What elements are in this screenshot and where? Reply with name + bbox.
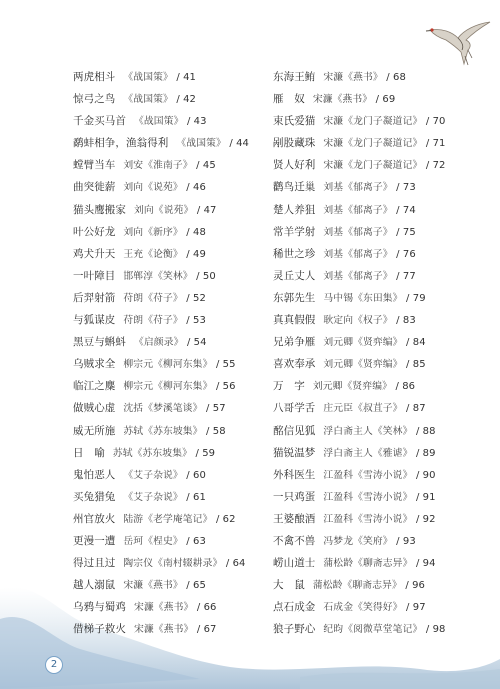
entry-title: 点石成金 <box>273 601 316 614</box>
entry-title: 八哥学舌 <box>273 402 316 415</box>
entry-source: 《战国策》 <box>176 138 226 150</box>
entry-title: 惊弓之鸟 <box>73 93 116 106</box>
entry-source: 刘安《淮南子》 <box>123 160 193 172</box>
toc-entry[interactable] <box>73 66 263 88</box>
entry-title: 州官放火 <box>73 512 116 525</box>
entry-source: 陆游《老学庵笔记》 <box>123 513 213 525</box>
entry-page: / 52 <box>186 292 206 304</box>
entry-title: 一只鸡蛋 <box>273 490 316 503</box>
toc-entry[interactable] <box>73 486 263 508</box>
toc-left-column <box>73 66 263 640</box>
entry-source: 宋濂《龙门子凝道记》 <box>323 160 423 172</box>
entry-title: 崂山道士 <box>273 557 316 570</box>
toc-entry[interactable] <box>73 375 263 397</box>
entry-title: 外科医生 <box>273 468 316 481</box>
entry-source: 宋濂《燕书》 <box>123 580 183 592</box>
entry-title: 猫锐温梦 <box>273 446 316 459</box>
entry-title: 乌贼求全 <box>73 358 116 371</box>
entry-page: / 83 <box>396 315 416 327</box>
toc-entry[interactable] <box>273 375 485 397</box>
toc-entry[interactable] <box>73 154 263 176</box>
entry-source: 宋濂《龙门子凝道记》 <box>323 116 423 128</box>
entry-page: / 73 <box>396 182 416 194</box>
toc-entry[interactable] <box>273 154 485 176</box>
entry-title: 大 鼠 <box>273 579 305 592</box>
entry-source: 宋濂《燕书》 <box>323 72 383 83</box>
entry-page: / 60 <box>186 469 206 481</box>
entry-title: 借梯子救火 <box>73 623 126 636</box>
entry-source: 刘向《说苑》 <box>134 204 194 216</box>
page-number: 2 <box>45 656 63 674</box>
entry-source: 《战国策》 <box>134 116 184 128</box>
entry-title: 做贼心虚 <box>73 402 116 415</box>
entry-title: 不禽不兽 <box>273 534 316 547</box>
toc-entry[interactable] <box>273 221 485 243</box>
entry-source: 柳宗元《柳河东集》 <box>123 381 213 393</box>
entry-source: 庄元臣《叔苴子》 <box>323 403 403 415</box>
entry-title: 楚人养狙 <box>273 203 316 216</box>
entry-page: / 89 <box>415 447 436 459</box>
entry-page: / 91 <box>415 491 436 503</box>
entry-source: 王充《论衡》 <box>123 248 183 260</box>
entry-page: / 97 <box>406 602 426 614</box>
entry-source: 冯梦龙《笑府》 <box>323 535 393 547</box>
entry-title: 狼子野心 <box>273 623 316 636</box>
entry-title: 临江之麋 <box>73 380 116 393</box>
entry-page: / 55 <box>215 359 236 371</box>
entry-title: 喜欢奉承 <box>273 358 316 371</box>
entry-source: 刘元卿《贤弈编》 <box>312 381 392 393</box>
entry-page: / 94 <box>415 558 436 570</box>
toc-entry[interactable] <box>73 574 263 596</box>
entry-page: / 93 <box>396 535 416 547</box>
toc-entry[interactable] <box>73 508 263 530</box>
entry-page: / 96 <box>405 580 426 592</box>
entry-title: 日 喻 <box>73 446 105 459</box>
entry-title: 鹳鸟迁巢 <box>273 181 316 194</box>
entry-title: 万 字 <box>273 380 305 393</box>
entry-page: / 79 <box>406 292 426 304</box>
entry-page: / 45 <box>196 160 216 172</box>
entry-source: 《启颜录》 <box>134 337 184 349</box>
toc-entry[interactable] <box>73 618 263 640</box>
entry-source: 刘基《郁离子》 <box>323 204 393 216</box>
toc-entry[interactable] <box>273 176 485 198</box>
toc-entry[interactable] <box>273 464 485 486</box>
entry-source: 宋濂《燕书》 <box>134 602 194 614</box>
entry-source: 刘向《说苑》 <box>123 182 183 194</box>
entry-title: 东郭先生 <box>273 291 316 304</box>
entry-title: 猫头鹰搬家 <box>73 203 126 216</box>
entry-page: / 88 <box>415 425 436 437</box>
entry-source: 刘基《郁离子》 <box>323 270 393 282</box>
entry-title: 鹬蚌相争，渔翁得利 <box>73 137 169 150</box>
entry-page: / 44 <box>229 138 250 150</box>
entry-source: 《艾子杂说》 <box>123 491 183 503</box>
entry-source: 刘向《新序》 <box>123 226 183 238</box>
entry-title: 常羊学射 <box>273 225 316 238</box>
entry-title: 贤人好利 <box>273 159 316 172</box>
entry-page: / 66 <box>196 602 217 614</box>
entry-source: 耿定向《权子》 <box>323 315 393 327</box>
entry-title: 更漫一遭 <box>73 534 116 547</box>
entry-title: 一叶障目 <box>73 269 116 282</box>
toc-entry[interactable] <box>73 420 263 442</box>
entry-title: 酩信见狐 <box>273 424 316 437</box>
entry-source: 陶宗仪《南村辍耕录》 <box>123 558 223 570</box>
entry-source: 纪昀《阅微草堂笔记》 <box>323 624 423 636</box>
entry-title: 越人溺鼠 <box>73 579 116 592</box>
entry-source: 宋濂《龙门子凝道记》 <box>323 138 423 150</box>
entry-title: 两虎相斗 <box>73 71 116 83</box>
entry-title: 鬼怕恶人 <box>73 468 116 481</box>
entry-page: / 49 <box>186 248 206 260</box>
toc-entry[interactable] <box>73 221 263 243</box>
entry-title: 乌鸦与蜀鸡 <box>73 601 126 614</box>
toc-entry[interactable] <box>273 552 485 574</box>
toc-entry[interactable] <box>273 353 485 375</box>
toc-entry[interactable] <box>273 331 485 353</box>
entry-source: 马中锡《东田集》 <box>323 292 403 304</box>
toc-entry[interactable] <box>73 132 263 154</box>
toc-entry[interactable] <box>273 420 485 442</box>
entry-source: 苻朗《苻子》 <box>123 315 183 327</box>
entry-title: 叶公好龙 <box>73 225 116 238</box>
toc-entry[interactable] <box>73 596 263 618</box>
entry-source: 《艾子杂说》 <box>123 469 183 481</box>
toc-entry[interactable] <box>73 243 263 265</box>
toc-entry[interactable] <box>73 88 263 110</box>
entry-title: 买兔猎兔 <box>73 490 116 503</box>
entry-page: / 76 <box>396 248 416 260</box>
entry-title: 兄弟争雁 <box>273 336 316 349</box>
entry-page: / 77 <box>396 270 416 282</box>
entry-page: / 62 <box>215 513 236 525</box>
entry-title: 雁 奴 <box>273 93 305 106</box>
entry-page: / 65 <box>186 580 206 592</box>
toc-entry[interactable] <box>73 331 263 353</box>
entry-page: / 43 <box>186 116 207 128</box>
entry-source: 浮白斋主人《笑林》 <box>323 425 413 437</box>
toc-entry[interactable] <box>273 199 485 221</box>
entry-source: 江盈科《雪涛小说》 <box>323 469 413 481</box>
entry-page: / 48 <box>186 226 206 238</box>
entry-source: 江盈科《雪涛小说》 <box>323 491 413 503</box>
entry-page: / 71 <box>425 138 446 150</box>
entry-title: 与狐谋皮 <box>73 314 116 327</box>
entry-source: 蒲松龄《聊斋志异》 <box>323 558 413 570</box>
entry-title: 后羿射箭 <box>73 291 116 304</box>
entry-source: 刘元卿《贤弈编》 <box>323 337 403 349</box>
entry-title: 东海王鲔 <box>273 71 316 83</box>
entry-source: 刘基《郁离子》 <box>323 248 393 260</box>
toc-entry[interactable] <box>73 530 263 552</box>
toc-entry[interactable] <box>273 66 485 88</box>
entry-source: 沈括《梦溪笔谈》 <box>123 403 203 415</box>
entry-page: / 64 <box>225 558 246 570</box>
toc-entry[interactable] <box>273 442 485 464</box>
toc-entry[interactable] <box>73 287 263 309</box>
entry-page: / 41 <box>176 72 197 83</box>
entry-source: 江盈科《雪涛小说》 <box>323 513 413 525</box>
entry-page: / 42 <box>176 94 197 106</box>
toc-entry[interactable] <box>273 397 485 419</box>
toc-entry[interactable] <box>273 132 485 154</box>
entry-source: 浮白斋主人《雅谑》 <box>323 447 413 459</box>
entry-title: 剐股藏珠 <box>273 137 316 150</box>
entry-title: 黑豆与蝌蚪 <box>73 336 126 349</box>
entry-page: / 61 <box>186 491 206 503</box>
entry-page: / 68 <box>386 72 406 83</box>
toc-entry[interactable] <box>273 618 485 640</box>
toc-entry[interactable] <box>273 530 485 552</box>
entry-page: / 57 <box>206 403 226 415</box>
entry-title: 千金买马首 <box>73 115 126 128</box>
entry-title: 王婆酿酒 <box>273 512 316 525</box>
entry-page: / 50 <box>196 270 216 282</box>
toc-entry[interactable] <box>273 596 485 618</box>
toc-entry[interactable] <box>73 176 263 198</box>
entry-page: / 63 <box>186 535 206 547</box>
entry-page: / 84 <box>406 337 426 349</box>
entry-title: 稀世之珍 <box>273 247 316 260</box>
entry-page: / 90 <box>415 469 436 481</box>
entry-source: 岳珂《桯史》 <box>123 535 183 547</box>
entry-source: 刘基《郁离子》 <box>323 226 393 238</box>
toc-entry[interactable] <box>273 574 485 596</box>
toc-entry[interactable] <box>273 110 485 132</box>
entry-source: 柳宗元《柳河东集》 <box>123 359 213 371</box>
entry-source: 邯郸淳《笑林》 <box>123 270 193 282</box>
entry-source: 《战国策》 <box>123 94 173 106</box>
entry-title: 螳臂当车 <box>73 159 116 172</box>
entry-page: / 54 <box>186 337 207 349</box>
entry-source: 宋濂《燕书》 <box>134 624 194 636</box>
entry-source: 石成金《笑得好》 <box>323 602 403 614</box>
entry-title: 束氏爱猫 <box>273 115 316 128</box>
crane-icon <box>424 18 494 70</box>
entry-page: / 53 <box>186 315 206 327</box>
toc-entry[interactable] <box>73 464 263 486</box>
toc-entry[interactable] <box>73 309 263 331</box>
entry-source: 刘元卿《贤弈编》 <box>323 359 403 371</box>
entry-page: / 69 <box>375 94 396 106</box>
entry-title: 鸡犬升天 <box>73 247 116 260</box>
entry-page: / 86 <box>395 381 416 393</box>
toc-entry[interactable] <box>73 353 263 375</box>
entry-page: / 98 <box>425 624 446 636</box>
entry-source: 《战国策》 <box>123 72 173 83</box>
toc-entry[interactable] <box>73 397 263 419</box>
toc-right-column <box>273 66 485 640</box>
entry-page: / 56 <box>215 381 236 393</box>
toc-entry[interactable] <box>273 287 485 309</box>
entry-page: / 72 <box>425 160 446 172</box>
entry-page: / 59 <box>195 447 216 459</box>
toc-entry[interactable] <box>73 265 263 287</box>
toc-entry[interactable] <box>273 309 485 331</box>
entry-source: 苏轼《苏东坡集》 <box>123 425 203 437</box>
toc-entry[interactable] <box>73 199 263 221</box>
entry-page: / 70 <box>425 116 446 128</box>
entry-source: 苻朗《苻子》 <box>123 292 183 304</box>
entry-page: / 67 <box>196 624 217 636</box>
entry-source: 蒲松龄《聊斋志异》 <box>312 580 402 592</box>
entry-title: 得过且过 <box>73 557 116 570</box>
entry-page: / 58 <box>206 425 226 437</box>
toc-entry[interactable] <box>73 442 263 464</box>
toc-entry[interactable] <box>273 243 485 265</box>
entry-source: 刘基《郁离子》 <box>323 182 393 194</box>
entry-title: 真真假假 <box>273 314 316 327</box>
entry-title: 灵丘丈人 <box>273 269 316 282</box>
entry-page: / 46 <box>186 182 206 194</box>
toc-entry[interactable] <box>273 486 485 508</box>
entry-source: 苏轼《苏东坡集》 <box>112 447 192 459</box>
entry-page: / 87 <box>406 403 426 415</box>
toc-entry[interactable] <box>73 552 263 574</box>
toc-entry[interactable] <box>273 508 485 530</box>
entry-page: / 92 <box>415 513 436 525</box>
toc-entry[interactable] <box>273 88 485 110</box>
entry-page: / 47 <box>196 204 217 216</box>
entry-title: 威无所施 <box>73 424 116 437</box>
toc-entry[interactable] <box>273 265 485 287</box>
entry-source: 宋濂《燕书》 <box>312 94 373 106</box>
entry-page: / 74 <box>396 204 416 216</box>
toc-entry[interactable] <box>73 110 263 132</box>
entry-page: / 75 <box>396 226 416 238</box>
entry-page: / 85 <box>406 359 426 371</box>
entry-title: 曲突徙薪 <box>73 181 116 194</box>
